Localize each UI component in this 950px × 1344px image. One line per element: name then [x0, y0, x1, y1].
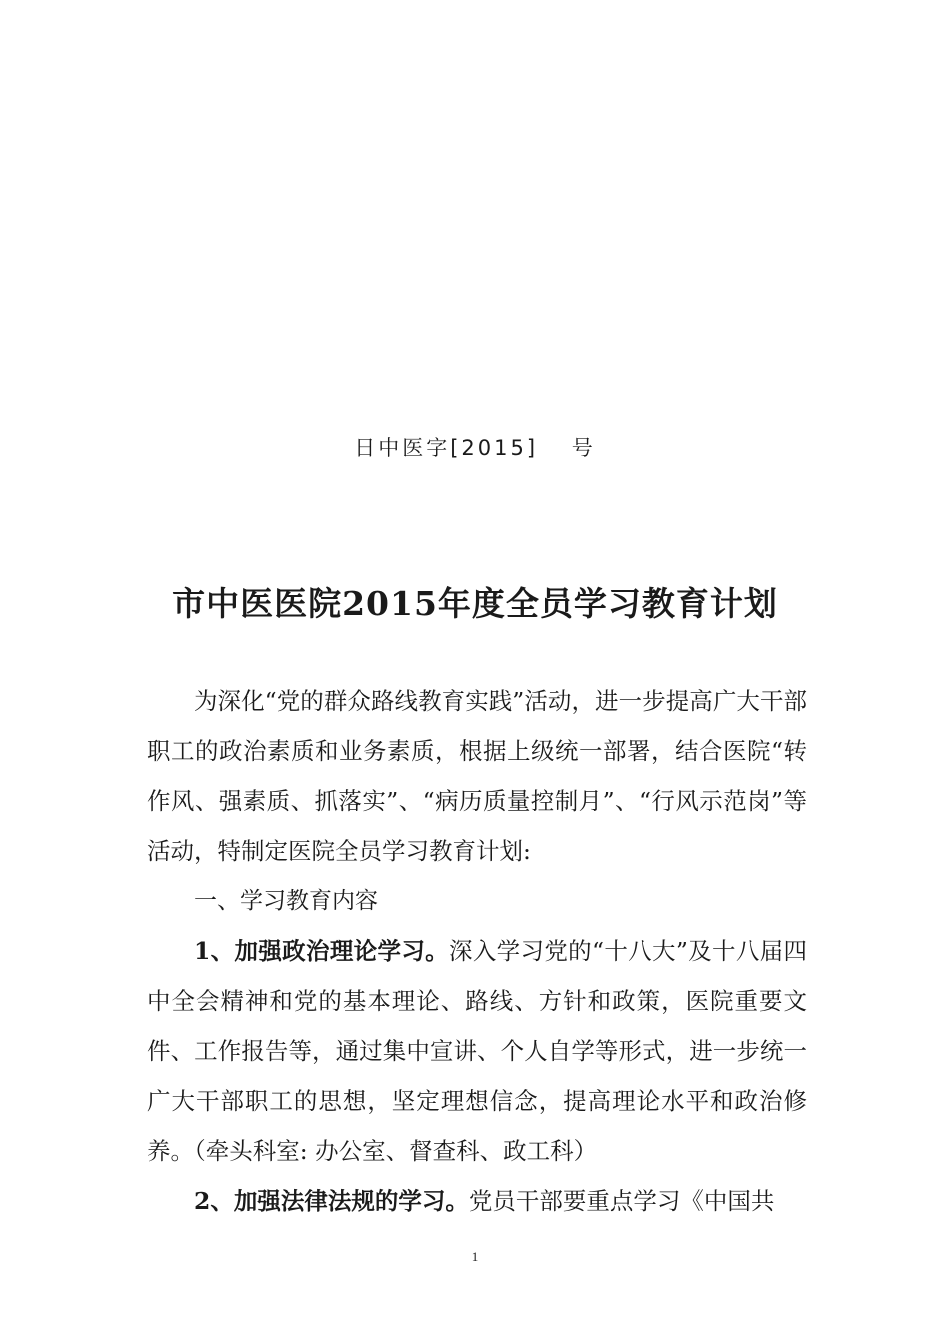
item-2-text: 党员干部要重点学习《中国共: [468, 1187, 775, 1215]
document-body: [147, 676, 807, 1226]
document-number: 日中医字[2015] 号: [354, 436, 596, 460]
document-title: 市中医医院2015年度全员学习教育计划: [172, 584, 778, 623]
item-1-text: 深入学习党的“十八大”及十八届四中全会精神和党的基本理论、路线、方针和政策，医院重要文件、工作报告等，通过集中宣讲、个人自学等形式，进一步统一广大干部职工的思想，坚定理想信念，提高理论水平和政治修养。（牵头科室: 办公室、督查科、政工科）: [147, 937, 807, 1165]
intro-paragraph: 为深化“党的群众路线教育实践”活动，进一步提高广大干部职工的政治素质和业务素质，根据上级统一部署，结合医院“转作风、强素质、抓落实”、“病历质量控制月”、“行风示范岗”等活动，特制定医院全员学习教育计划:: [147, 687, 807, 865]
section-heading: 一、学习教育内容: [194, 888, 378, 914]
item-2-lead: 2、加强法律法规的学习。: [194, 1187, 469, 1215]
item-1-paragraph: [147, 926, 807, 1176]
item-2-paragraph: [147, 1176, 807, 1226]
item-1-lead: 1、加强政治理论学习。: [194, 937, 449, 965]
page-number: 1: [471, 1249, 479, 1264]
